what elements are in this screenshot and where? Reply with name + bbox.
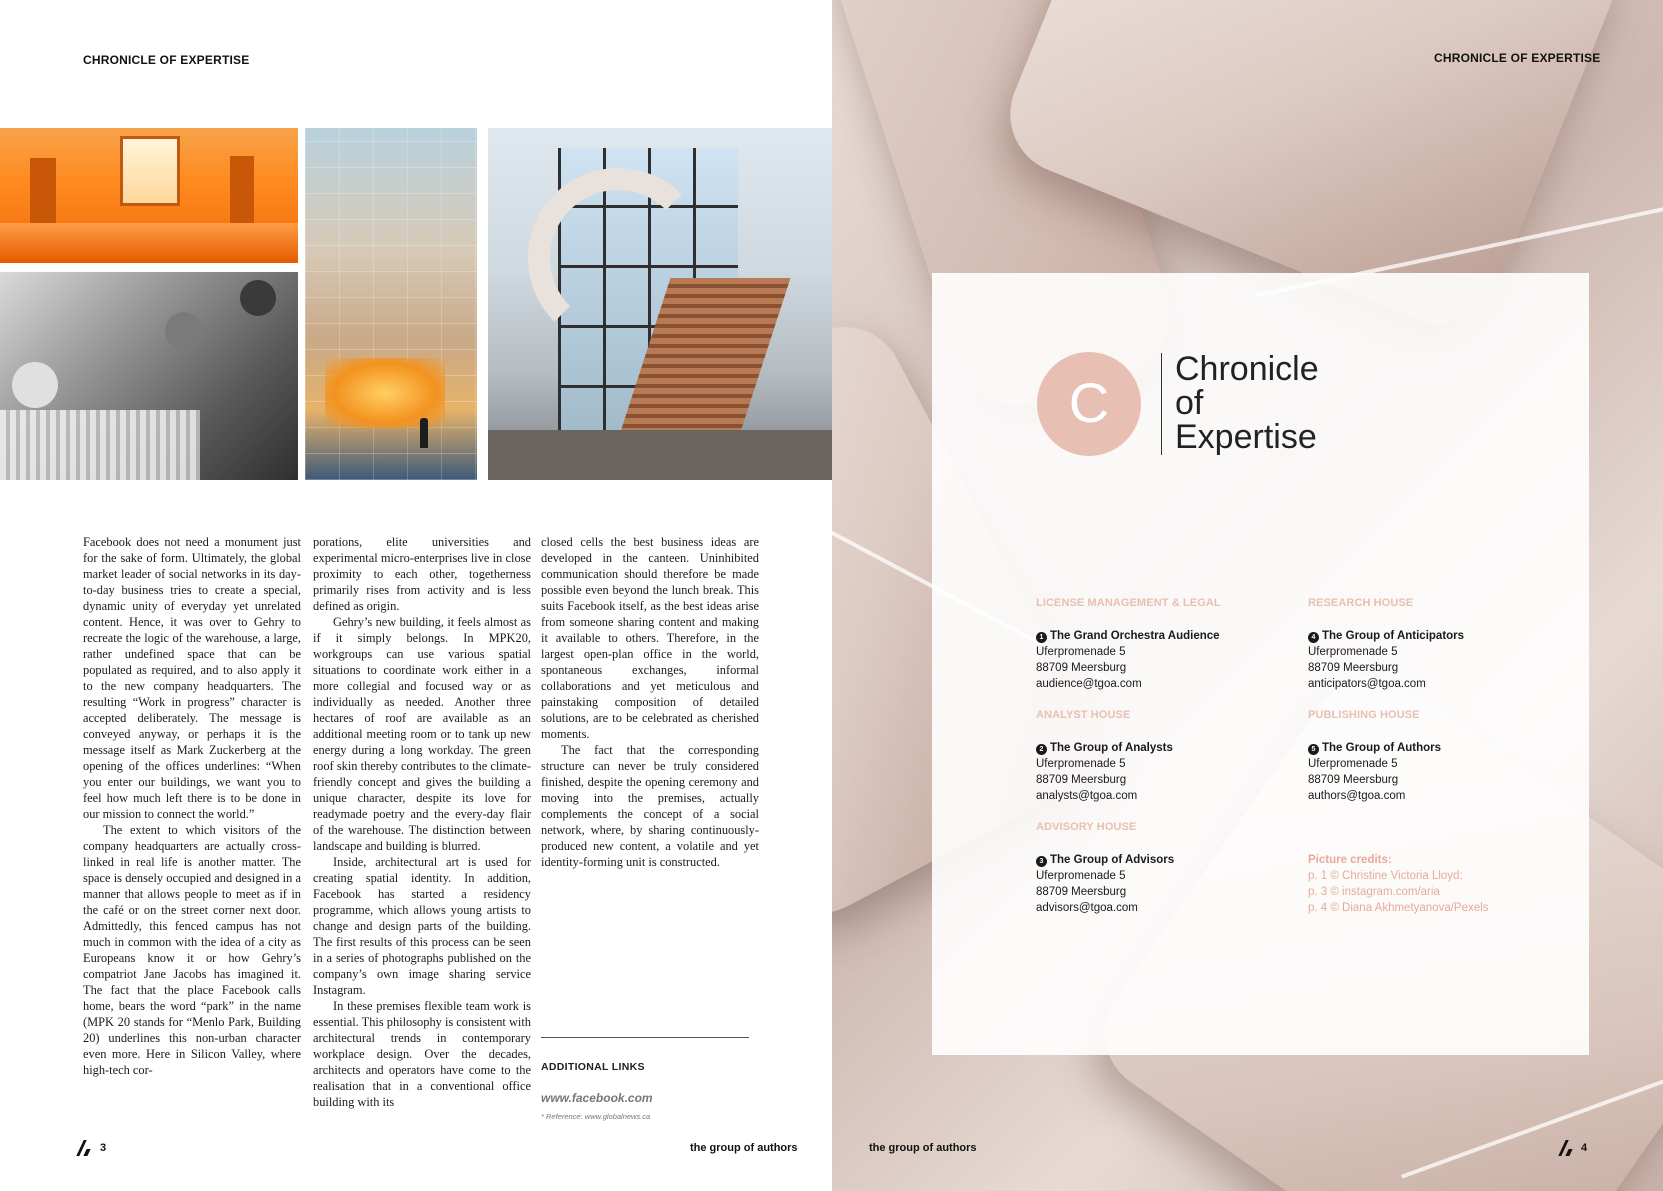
contact-city: 88709 Meersburg bbox=[1308, 774, 1399, 786]
running-head-left: CHRONICLE OF EXPERTISE bbox=[83, 53, 250, 67]
credit-line: p. 4 © Diana Akhmetyanova/Pexels bbox=[1308, 902, 1489, 914]
contact-block-anticipators bbox=[1308, 628, 1464, 692]
text-column-3 bbox=[541, 534, 759, 870]
contact-email[interactable]: analysts@tgoa.com bbox=[1036, 790, 1138, 802]
page-number-left: 3 bbox=[100, 1142, 107, 1154]
contact-street: Uferpromenade 5 bbox=[1036, 646, 1126, 658]
facebook-link[interactable]: www.facebook.com bbox=[541, 1091, 653, 1105]
contact-block-audience bbox=[1036, 628, 1220, 692]
section-heading-analyst: ANALYST HOUSE bbox=[1036, 709, 1131, 721]
number-badge: 5 bbox=[1308, 744, 1319, 755]
paragraph: The fact that the corresponding structure can never be truly considered finished, despite the opening ceremony and moving into the premises, actually complements the concept of a social network, where, by sharing continuously-produced new content, a volatile and yet identity-forming unit is constructed. bbox=[541, 743, 759, 869]
links-divider bbox=[541, 1037, 749, 1038]
contact-email[interactable]: advisors@tgoa.com bbox=[1036, 902, 1138, 914]
footer-right: the group of authors bbox=[869, 1142, 977, 1154]
contact-city: 88709 Meersburg bbox=[1036, 662, 1127, 674]
contact-name: The Group of Anticipators bbox=[1322, 630, 1465, 642]
logo-title bbox=[1175, 352, 1425, 454]
contact-block-analysts bbox=[1036, 740, 1173, 804]
paragraph: The extent to which visitors of the company headquarters are actually cross-linked in real life is another matter. The space is densely occupied and designed in a manner that allows people to meet as if in the café or on the street corner next door. Admittedly, this fenced campus has not much in common with the idea of a city as Europeans know it or how Gehry’s compatriot Jane Jacobs has imagined it. The fact that the place Facebook calls home, bears the word “park” in the name (MPK 20 stands for “Menlo Park, Building 20) underlines this non-urban character even more. Here in Silicon Valley, where high-tech cor- bbox=[83, 823, 301, 1077]
contact-city: 88709 Meersburg bbox=[1308, 662, 1399, 674]
credit-line: p. 1 © Christine Victoria Lloyd; bbox=[1308, 870, 1463, 882]
number-badge: 3 bbox=[1036, 856, 1047, 867]
logo-title-line: Chronicle bbox=[1175, 350, 1319, 388]
paragraph: In these premises flexible team work is essential. This philosophy is consistent with architectural trends in contemporary workplace design. Over the decades, architects and operators have come to the realisation that in a conventional office building with its bbox=[313, 999, 531, 1109]
folio-slash-icon bbox=[1556, 1140, 1570, 1156]
section-heading-legal: LICENSE MANAGEMENT & LEGAL bbox=[1036, 597, 1221, 609]
running-head-right: CHRONICLE OF EXPERTISE bbox=[1434, 51, 1601, 65]
contact-email[interactable]: audience@tgoa.com bbox=[1036, 678, 1142, 690]
contact-city: 88709 Meersburg bbox=[1036, 774, 1127, 786]
folio-slash-icon bbox=[74, 1140, 88, 1156]
section-heading-publishing: PUBLISHING HOUSE bbox=[1308, 709, 1420, 721]
contact-block-advisors bbox=[1036, 852, 1174, 916]
contact-name: The Group of Advisors bbox=[1050, 854, 1175, 866]
paragraph: Gehry’s new building, it feels almost as if it simply belongs. In MPK20, workgroups can use various spatial situations to coordinate work either in a more collegial and focused way or as individually as needed. Another three hectares of roof are available as an additional meeting room or to tank up new energy during a long workday. The green roof skin thereby contributes to the climate-friendly concept and gives the building a unique character, despite its love for readymade poetry and the every-day flair of the warehouse. The distinction between landscape and building is blurred. bbox=[313, 615, 531, 853]
contact-email[interactable]: anticipators@tgoa.com bbox=[1308, 678, 1426, 690]
reference-note: * Reference: www.globalnews.ca bbox=[541, 1112, 651, 1121]
credits-title: Picture credits: bbox=[1308, 854, 1392, 866]
paragraph: closed cells the best business ideas are developed in the canteen. Uninhibited communication should therefore be made possible even beyond the lunch break. This suits Facebook itself, as the best ideas arise from someone sharing content and making it available to others. Therefore, in the largest open-plan office in the world, spontaneous exchanges, informal collaborations and yet meticulous and painstaking composition of detailed solutions, are to be celebrated as cherished moments. bbox=[541, 535, 759, 741]
paragraph: Facebook does not need a monument just for the sake of form. Ultimately, the global market leader of social networks in its day-to-day business tries to create a special, dynamic unity of everyday yet unrelated content. Hence, it was over to Gehry to recreate the logic of the warehouse, a large, rather undefined space that can be populated as required, and to also apply it to the new company headquarters. The resulting “Work in progress” character is accepted deliberately. The message is conveyed anyway, or perhaps it is the message itself as Mark Zuckerberg at the opening of the offices underlines: “When you enter our buildings, we want you to feel how much left there is to be done in our mission to connect the world.” bbox=[83, 535, 301, 821]
paragraph: Inside, architectural art is used for creating spatial identity. In addition, Facebook has started a residency programme, which allows young artists to change and design parts of the building. The first results of this process can be seen in a series of photographs published on the company’s own image sharing service Instagram. bbox=[313, 855, 531, 997]
paragraph: porations, elite universities and experimental micro-enterprises live in close proximity to each other, togetherness primarily rises from activity and is less defined as origin. bbox=[313, 535, 531, 613]
photo-staircase-atrium bbox=[488, 128, 832, 480]
credit-line: p. 3 © instagram.com/aria bbox=[1308, 886, 1440, 898]
footer-left: the group of authors bbox=[690, 1142, 798, 1154]
logo-title-line: Expertise bbox=[1175, 418, 1317, 456]
logo-divider bbox=[1161, 353, 1162, 455]
contact-street: Uferpromenade 5 bbox=[1036, 758, 1126, 770]
contact-name: The Group of Authors bbox=[1322, 742, 1442, 754]
photo-metal-facade bbox=[305, 128, 477, 480]
photo-architects-meeting bbox=[0, 272, 298, 480]
contact-street: Uferpromenade 5 bbox=[1308, 758, 1398, 770]
contact-email[interactable]: authors@tgoa.com bbox=[1308, 790, 1406, 802]
page-number-right: 4 bbox=[1581, 1142, 1588, 1154]
number-badge: 2 bbox=[1036, 744, 1047, 755]
contact-name: The Grand Orchestra Audience bbox=[1050, 630, 1220, 642]
contact-name: The Group of Analysts bbox=[1050, 742, 1173, 754]
section-heading-advisory: ADVISORY HOUSE bbox=[1036, 821, 1137, 833]
text-column-1 bbox=[83, 534, 301, 1078]
contact-city: 88709 Meersburg bbox=[1036, 886, 1127, 898]
number-badge: 1 bbox=[1036, 632, 1047, 643]
additional-links-title: ADDITIONAL LINKS bbox=[541, 1061, 645, 1073]
text-column-2 bbox=[313, 534, 531, 1110]
picture-credits bbox=[1308, 852, 1488, 916]
photo-orange-corridor bbox=[0, 128, 298, 263]
logo-title-line: of bbox=[1175, 384, 1204, 422]
contact-street: Uferpromenade 5 bbox=[1036, 870, 1126, 882]
section-heading-research: RESEARCH HOUSE bbox=[1308, 597, 1414, 609]
number-badge: 4 bbox=[1308, 632, 1319, 643]
contact-street: Uferpromenade 5 bbox=[1308, 646, 1398, 658]
logo-letter: C bbox=[1068, 371, 1110, 434]
contact-block-authors bbox=[1308, 740, 1441, 804]
